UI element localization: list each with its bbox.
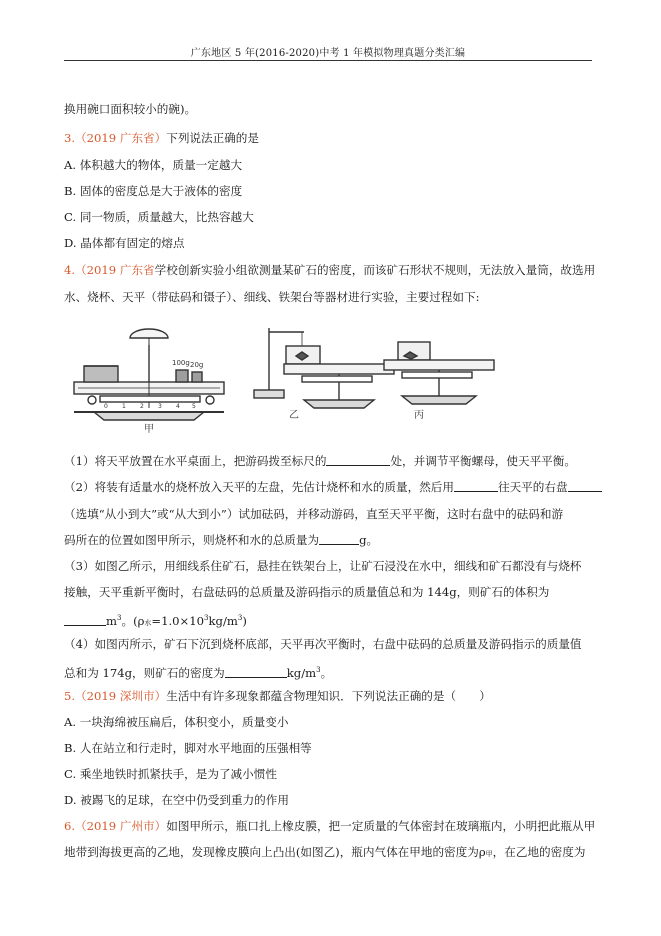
question-5-option-b: B. 人在站立和行走时，脚对水平地面的压强相等 <box>64 741 312 755</box>
balance-figures-svg <box>64 320 594 450</box>
figure-label-jia: 甲 <box>144 424 154 435</box>
figure-label-bing: 丙 <box>414 410 424 421</box>
header-divider <box>64 60 592 61</box>
question-4-part-2-line-2: （选填“从小到大”或“从大到小”）试加砝码，并移动游码，直至天平平衡，这时右盘中的砝码和游 <box>64 507 564 521</box>
question-source: 6.（2019 广州市） <box>64 819 167 833</box>
weight-100g-label: 100g <box>172 359 190 367</box>
question-4-part-4-line-1: （4）如图丙所示，矿石下沉到烧杯底部，天平再次平衡时，右盘中砝码的总质量及游码指示的质量值 <box>64 637 582 651</box>
question-source: 5.（2019 深圳市） <box>64 689 167 703</box>
scale-tick-2: 2 <box>140 403 144 410</box>
answer-blank[interactable] <box>326 454 390 466</box>
scale-tick-3: 3 <box>158 403 162 410</box>
question-4-stem-line-2: 水、烧杯、天平（带砝码和镊子）、细线、铁架台等器材进行实验，主要过程如下: <box>64 290 480 304</box>
answer-blank[interactable] <box>319 533 359 545</box>
answer-blank[interactable] <box>454 480 498 492</box>
experiment-figures <box>64 320 594 450</box>
question-5-option-a: A. 一块海绵被压扁后，体积变小，质量变小 <box>64 715 289 729</box>
question-source: 4.（2019 广东省 <box>64 263 155 277</box>
question-3-option-d: D. 晶体都有固定的熔点 <box>64 236 185 250</box>
answer-blank[interactable] <box>225 666 287 678</box>
scale-tick-labels <box>104 403 196 410</box>
answer-blank[interactable] <box>568 480 602 492</box>
question-4-part-2-line-1: （2）将装有适量水的烧杯放入天平的左盘，先估计烧杯和水的质量，然后用 往天平的右盘 <box>64 479 602 495</box>
question-3-option-a: A. 体积越大的物体，质量一定越大 <box>64 158 243 172</box>
question-3-option-c: C. 同一物质，质量越大，比热容越大 <box>64 210 254 224</box>
question-3-stem: 3.（2019 广东省）下列说法正确的是 <box>64 131 259 145</box>
question-4-part-1: （1）将天平放置在水平桌面上，把游码拨至标尺的 处，并调节平衡螺母，使天平平衡。 <box>64 454 576 468</box>
figure-bing-balance <box>384 342 494 404</box>
question-source: 3.（2019 广东省） <box>64 131 167 145</box>
question-4-part-2-line-3: 码所在的位置如图甲所示，则烧杯和水的总质量为 g。 <box>64 533 379 547</box>
question-4-stem-line-1: 4.（2019 广东省学校创新实验小组欲测量某矿石的密度，而该矿石形状不规则，无法放入量筒，故选用 <box>64 263 596 277</box>
answer-blank[interactable] <box>64 614 106 626</box>
scale-tick-1: 1 <box>122 403 126 410</box>
question-5-stem: 5.（2019 深圳市）生活中有许多现象都蕴含物理知识．下列说法正确的是（ ） <box>64 689 491 703</box>
scale-tick-4: 4 <box>176 403 180 410</box>
question-3-option-b: B. 固体的密度总是大于液体的密度 <box>64 184 243 198</box>
scale-tick-0: 0 <box>104 403 108 410</box>
figure-label-yi: 乙 <box>289 410 299 421</box>
weight-20g-label: 20g <box>190 361 204 369</box>
question-5-option-c: C. 乘坐地铁时抓紧扶手，是为了减小惯性 <box>64 767 277 781</box>
scale-tick-5: 5 <box>192 403 196 410</box>
figure-yi-iron-stand <box>254 328 394 408</box>
question-5-option-d: D. 被踢飞的足球，在空中仍受到重力的作用 <box>64 793 289 807</box>
question-4-part-3-line-2: 接触，天平重新平衡时，右盘砝码的总质量及游码指示的质量值总和为 144g，则矿石的体积为 <box>64 585 550 599</box>
question-6-stem-line-1: 6.（2019 广州市）如图甲所示，瓶口扎上橡皮膜，把一定质量的气体密封在玻璃瓶内，小明把此瓶从甲 <box>64 819 596 833</box>
question-4-part-3-line-1: （3）如图乙所示，用细线系住矿石，悬挂在铁架台上，让矿石浸没在水中，细线和矿石都没有与烧杯 <box>64 559 582 573</box>
page-header: 广东地区 5 年(2016-2020)中考 1 年模拟物理真题分类汇编 <box>190 48 466 59</box>
figure-jia-balance <box>74 329 224 420</box>
question-4-part-3-line-3: $m^3$。(ρ水$=1.0\times 10^3kg/m^3$) <box>64 610 247 631</box>
question-4-part-4-line-2: 总和为 174g，则矿石的密度为 $kg/m^3$。 <box>64 666 333 680</box>
text-line: 换用碗口面积较小的碗)。 <box>64 102 197 116</box>
question-6-stem-line-2: 地带到海拔更高的乙地，发现橡皮膜向上凸出(如图乙)，瓶内气体在甲地的密度为ρ甲，在乙地的密度为 <box>64 845 586 859</box>
